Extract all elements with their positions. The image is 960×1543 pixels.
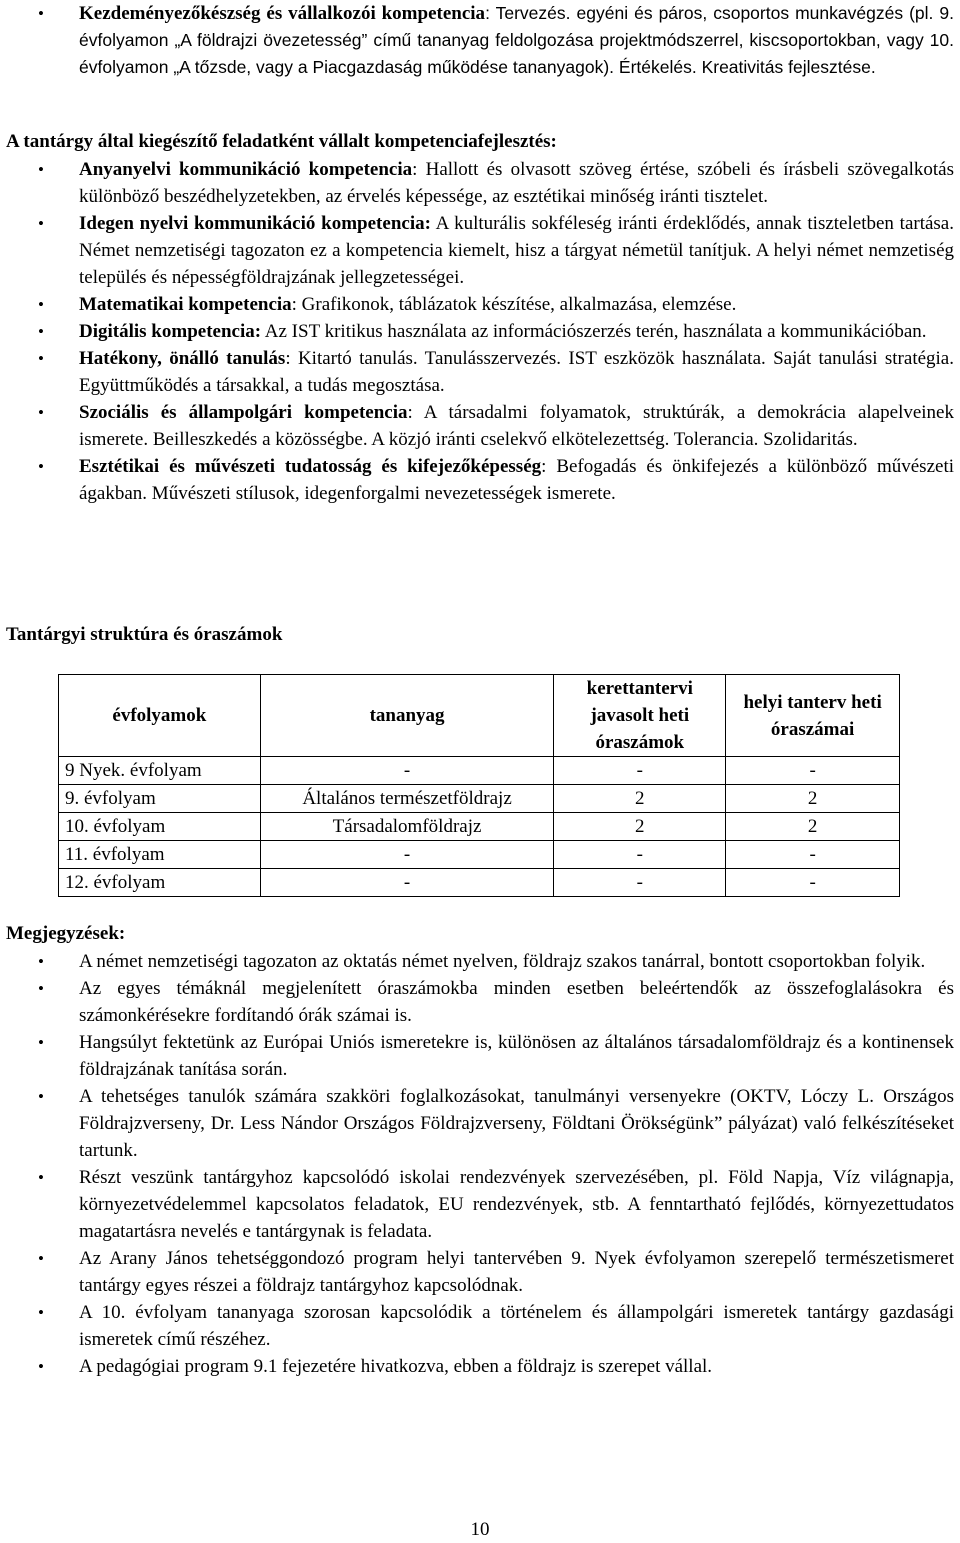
item-text: : Tervezés. egyéni és páros, csoportos munkavégzés (pl. 9. évfolyamon „A földrajzi övezetesség” című tananyag feldolgozása projektmódszerrel, kiscsoportokban, vagy 10. évfolyamon „A tőzsde, vagy a Piacgazdaság működése tananyagok). Értékelés. Kreativitás fejlesztése. [79, 3, 954, 77]
list-item [0, 948, 960, 975]
bullet-icon: • [38, 295, 44, 314]
item-text: : Kitartó tanulás. Tanulásszervezés. IST eszközök használata. Saját tanulási stratégia. Együttműködés a társakkal, a tudás megosztása. [79, 348, 954, 396]
table-cell: Általános természetföldrajz [260, 785, 554, 813]
list-item [0, 1245, 960, 1299]
table-cell: 12. évfolyam [59, 869, 261, 897]
bullet-icon: • [38, 952, 44, 971]
bullet-icon: • [38, 349, 44, 368]
item-text: Az IST kritikus használata az információszerzés terén, használata a kommunikációban. [261, 321, 927, 342]
top-bullet-list [0, 0, 960, 81]
table-row [59, 813, 900, 841]
table-cell: - [260, 869, 554, 897]
item-lead: Matematikai kompetencia [79, 294, 292, 315]
table-cell: Társadalomföldrajz [260, 813, 554, 841]
hours-table [58, 674, 900, 897]
list-item [0, 318, 960, 345]
competence-list [0, 156, 960, 507]
note-text: Az egyes témáknál megjelenített óraszámokba minden esetben beleértendők az összefoglalásokra és számonkérésekre fordítandó órák számai is. [79, 978, 954, 1026]
table-cell: - [554, 757, 726, 785]
bullet-icon: • [38, 403, 44, 422]
table-cell: - [260, 841, 554, 869]
bullet-icon: • [38, 1033, 44, 1052]
list-item [0, 210, 960, 291]
competence-heading: A tantárgy által kiegészítő feladatként vállalt kompetenciafejlesztés: [6, 131, 557, 152]
item-lead: Idegen nyelvi kommunikáció kompetencia: [79, 213, 431, 234]
list-item [0, 1029, 960, 1083]
note-text: A német nemzetiségi tagozaton az oktatás német nyelven, földrajz szakos tanárral, bontott csoportokban folyik. [79, 951, 926, 972]
item-text: : Befogadás és önkifejezés a különböző művészeti ágakban. Művészeti stílusok, idegenforgalmi nevezetességek ismerete. [79, 456, 954, 504]
list-item [0, 1164, 960, 1245]
table-cell: - [726, 757, 900, 785]
table-cell: 2 [554, 813, 726, 841]
table-cell: 9. évfolyam [59, 785, 261, 813]
bullet-icon: • [38, 1357, 44, 1376]
table-cell: - [554, 869, 726, 897]
item-lead: Szociális és állampolgári kompetencia [79, 402, 408, 423]
list-item [0, 1299, 960, 1353]
list-item [0, 399, 960, 453]
item-lead: Digitális kompetencia: [79, 321, 262, 342]
bullet-icon: • [38, 4, 44, 23]
bullet-icon: • [38, 322, 44, 341]
note-text: Hangsúlyt fektetünk az Európai Uniós ismeretekre is, különösen az általános társadalomföldrajz és a kontinensek földrajzának tanítása során. [79, 1032, 954, 1080]
table-row [59, 869, 900, 897]
table-header-row [59, 675, 900, 757]
note-text: A pedagógiai program 9.1 fejezetére hivatkozva, ebben a földrajz is szerepet vállal. [79, 1356, 713, 1377]
notes-list [0, 948, 960, 1380]
table-row [59, 785, 900, 813]
table-cell: - [260, 757, 554, 785]
table-cell: 11. évfolyam [59, 841, 261, 869]
bullet-icon: • [38, 160, 44, 179]
column-header: tananyag [260, 675, 554, 757]
list-item [0, 0, 960, 81]
table-cell: - [726, 841, 900, 869]
note-text: Részt veszünk tantárgyhoz kapcsolódó iskolai rendezvények szervezésében, pl. Föld Napja, Víz világnapja, környezetvédelemmel kapcsolatos feladatok, EU rendezvények, stb. A fenntartható fejlődés, környezettudatos magatartásra nevelés e tantárgynak is feladata. [79, 1167, 954, 1242]
list-item [0, 975, 960, 1029]
bullet-icon: • [38, 979, 44, 998]
list-item [0, 291, 960, 318]
item-text: : Grafikonok, táblázatok készítése, alkalmazása, elemzése. [291, 294, 737, 315]
table-cell: - [726, 869, 900, 897]
list-item [0, 1353, 960, 1380]
bullet-icon: • [38, 457, 44, 476]
list-item [0, 453, 960, 507]
table-cell: 2 [554, 785, 726, 813]
table-cell: 2 [726, 813, 900, 841]
notes-heading: Megjegyzések: [6, 923, 126, 944]
item-lead: Kezdeményezőkészség és vállalkozói kompetencia [79, 3, 486, 24]
bullet-icon: • [38, 1087, 44, 1106]
bullet-icon: • [38, 1303, 44, 1322]
list-item [0, 345, 960, 399]
column-header: helyi tanterv heti óraszámai [726, 675, 900, 757]
bullet-icon: • [38, 214, 44, 233]
item-lead: Esztétikai és művészeti tudatosság és kifejezőképesség [79, 456, 542, 477]
page-number: 10 [470, 1519, 490, 1540]
list-item [0, 1083, 960, 1164]
bullet-icon: • [38, 1168, 44, 1187]
table-row [59, 841, 900, 869]
note-text: Az Arany János tehetséggondozó program helyi tantervében 9. Nyek évfolyamon szerepelő természetismeret tantárgy egyes részei a földrajz tantárgyhoz kapcsolódnak. [79, 1248, 954, 1296]
column-header: évfolyamok [59, 675, 261, 757]
item-text: : Hallott és olvasott szöveg értése, szóbeli és írásbeli szövegalkotás különböző beszédhelyzetekben, az érvelés képessége, az esztétikai minőség iránti tisztelet. [79, 159, 954, 207]
table-cell: 9 Nyek. évfolyam [59, 757, 261, 785]
table-row [59, 757, 900, 785]
table-cell: 2 [726, 785, 900, 813]
note-text: A tehetséges tanulók számára szakköri foglalkozásokat, tanulmányi versenyekre (OKTV, Lóczy L. Országos Földrajzverseny, Dr. Less Nándor Országos Földrajzverseny, Földtani Örökségünk” pályázat) való felkészítéseket tartunk. [79, 1086, 954, 1161]
note-text: A 10. évfolyam tananyaga szorosan kapcsolódik a történelem és állampolgári ismeretek tantárgy gazdasági ismeretek című részéhez. [79, 1302, 954, 1350]
table-cell: 10. évfolyam [59, 813, 261, 841]
table-cell: - [554, 841, 726, 869]
item-text: A kulturális sokféleség iránti érdeklődés, annak tiszteletben tartása. Német nemzetiségi tagozaton ez a kompetencia kiemelt, hisz a tárgyat németül tanítjuk. A helyi német nemzetiség település és népességföldrajzának jellegzetességei. [79, 213, 954, 288]
structure-heading: Tantárgyi struktúra és óraszámok [6, 624, 283, 645]
column-header: kerettantervi javasolt heti óraszámok [554, 675, 726, 757]
item-text: : A társadalmi folyamatok, struktúrák, a demokrácia alapelveinek ismerete. Beilleszkedés a közösségbe. A közjó iránti cselekvő elkötelezettség. Tolerancia. Szolidaritás. [79, 402, 954, 450]
list-item [0, 156, 960, 210]
item-lead: Anyanyelvi kommunikáció kompetencia [79, 159, 413, 180]
item-lead: Hatékony, önálló tanulás [79, 348, 286, 369]
bullet-icon: • [38, 1249, 44, 1268]
